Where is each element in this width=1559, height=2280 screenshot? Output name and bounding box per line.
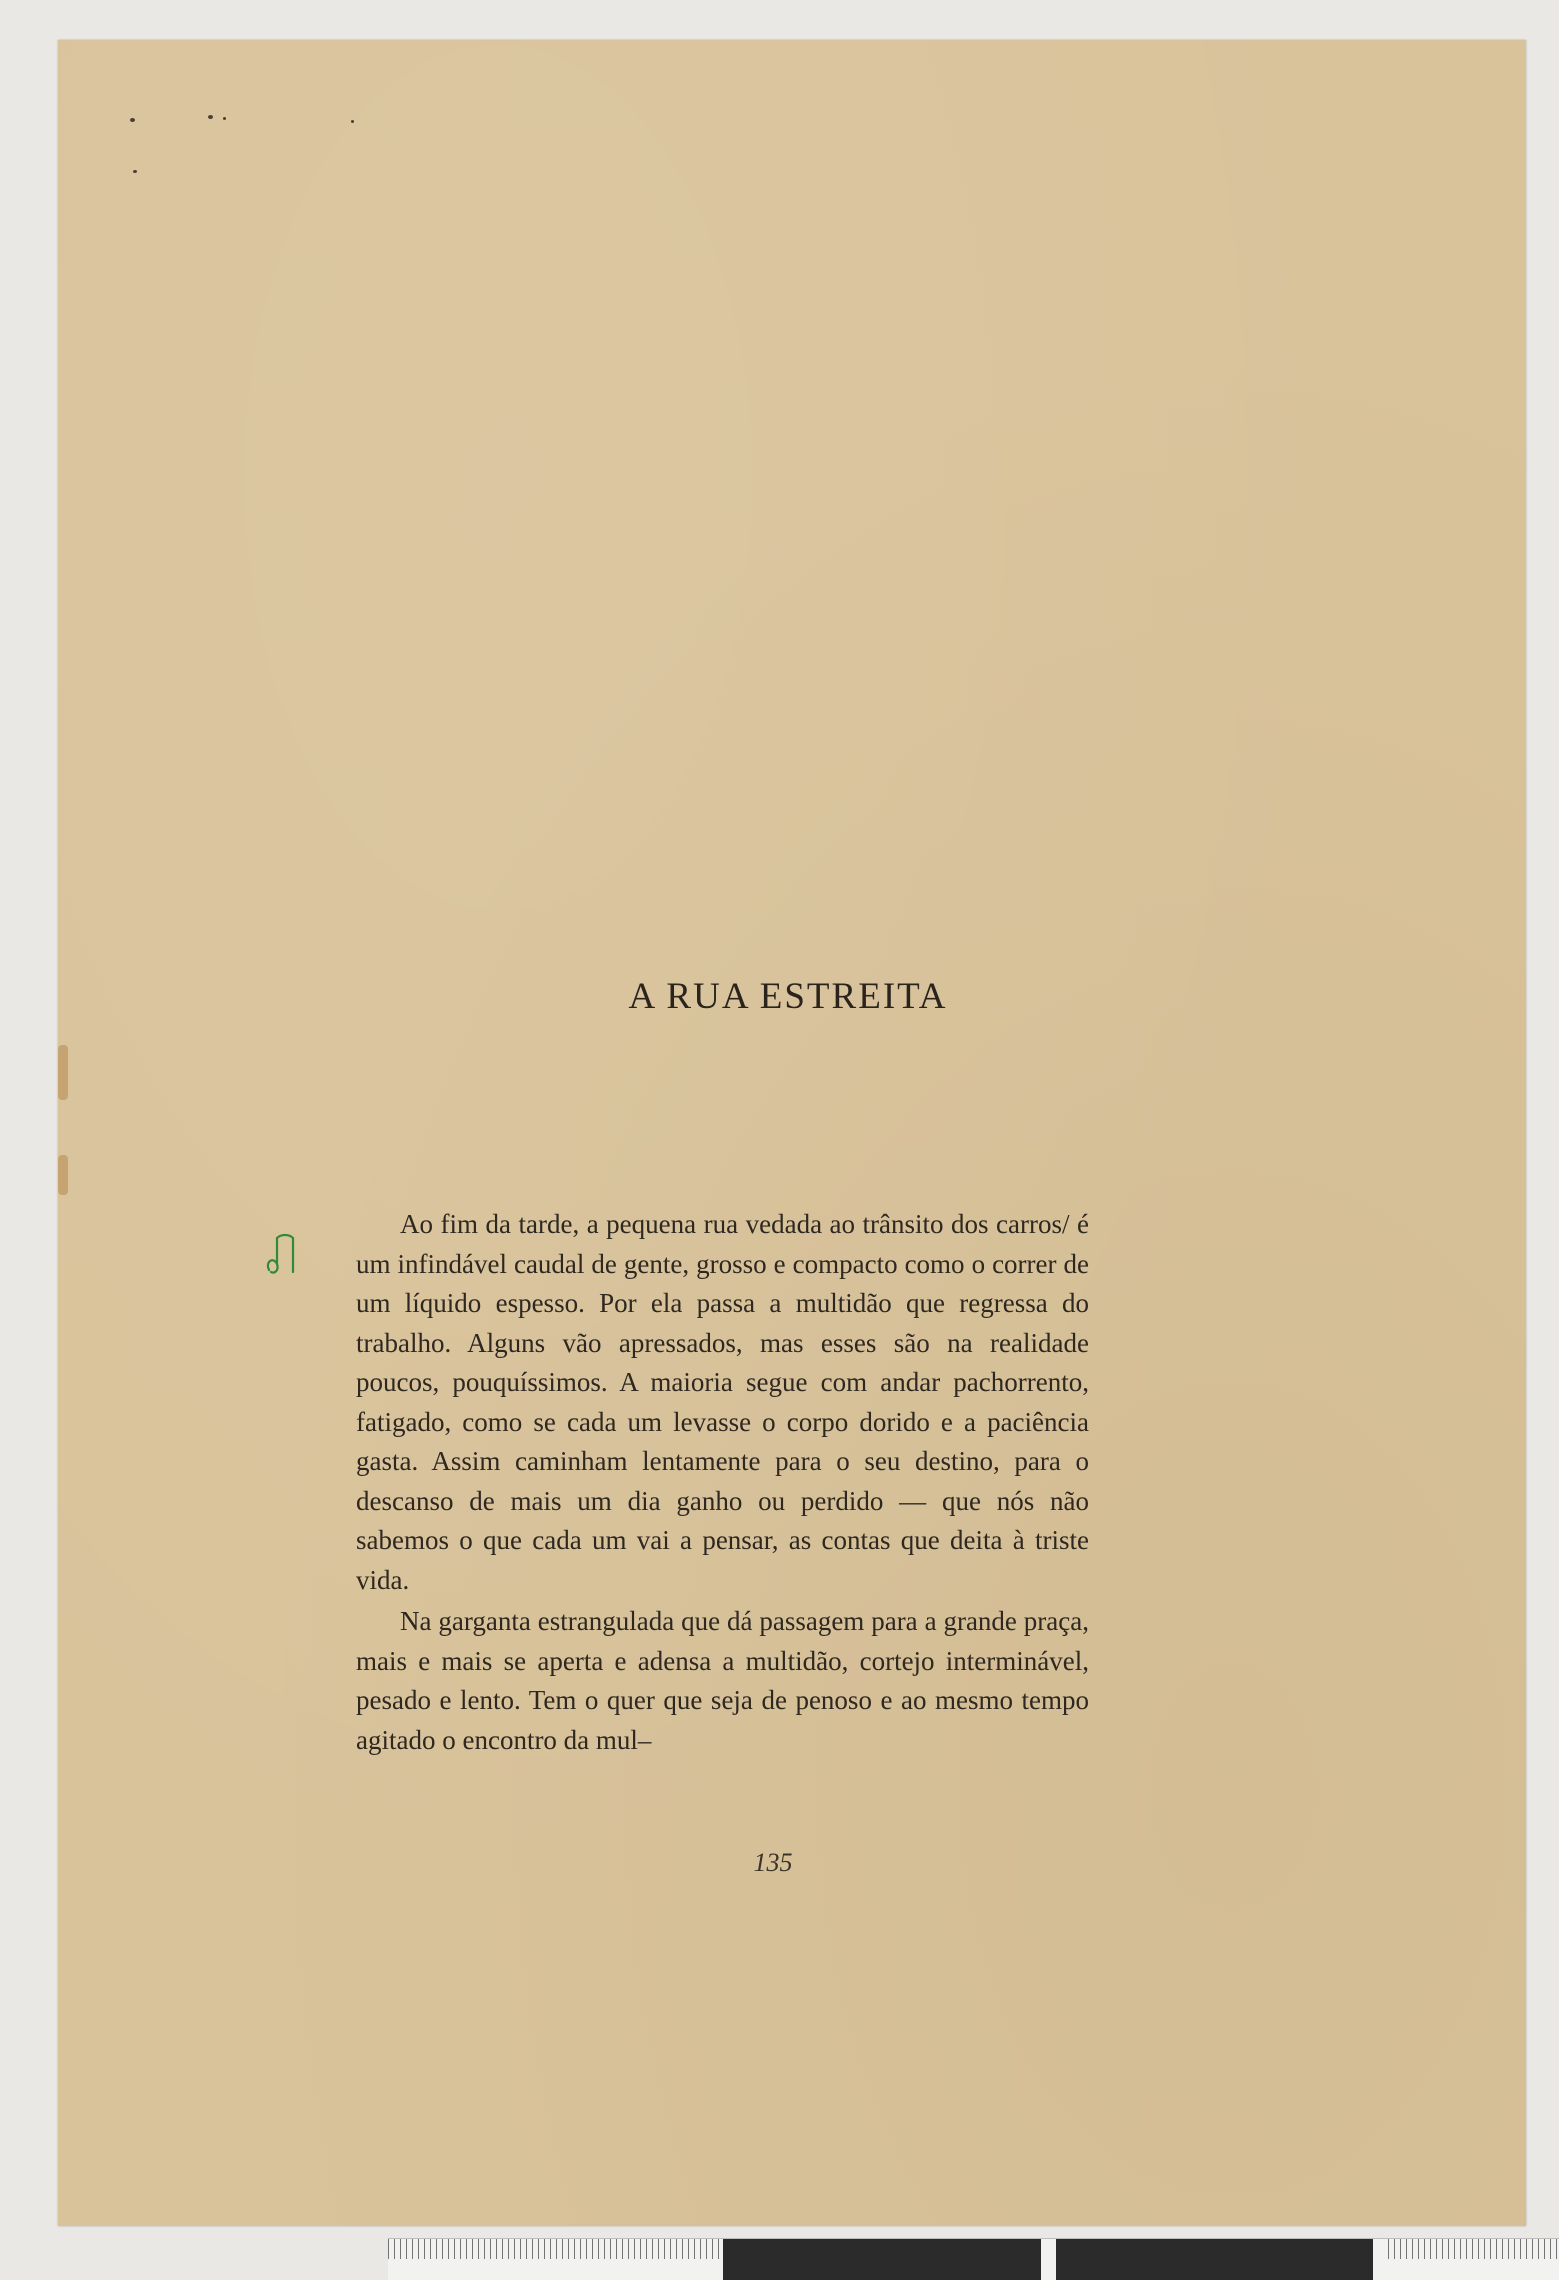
ink-speck	[130, 118, 135, 122]
ruler-black-block	[1056, 2239, 1373, 2280]
ink-speck	[133, 170, 137, 173]
paragraph: Na garganta estrangulada que dá passagem para a grande praça, mais e mais se aperta e adensa a multidão, cortejo interminável, pesado e lento. Tem o quer que seja de penoso e ao mesmo tempo agitado o encontro da mul–	[356, 1606, 1089, 1755]
ruler-black-block	[723, 2239, 1041, 2280]
ink-speck	[351, 120, 354, 123]
document-page	[58, 40, 1526, 2226]
scale-ruler	[388, 2238, 1559, 2280]
paragraph: Ao fim da tarde, a pequena rua vedada ao trânsito dos carros/ é um infindável caudal de gente, grosso e compacto como o correr de um líquido espesso. Por ela passa a multidão que regressa do trabalho. Alguns vão apressados, mas esses são na realidade poucos, pouquíssimos. A maioria segue com andar pachorrento, fatigado, como se cada um levasse o corpo dorido e a paciência gasta. Assim caminham lentamente para o seu destino, para o descanso de mais um dia ganho ou perdido — que nós não sabemos o que cada um vai a pensar, as contas que deita à triste vida.	[356, 1209, 1089, 1595]
page-title: A RUA ESTREITA	[628, 976, 948, 1017]
handwritten-margin-mark-icon	[263, 1230, 303, 1280]
page-number: 135	[753, 1848, 793, 1877]
edge-stain	[58, 1045, 68, 1100]
body-text	[356, 1205, 1089, 1760]
ink-speck	[223, 117, 226, 120]
ink-speck	[208, 115, 213, 119]
ruler-ticks	[1388, 2239, 1559, 2259]
edge-stain	[58, 1155, 68, 1195]
ruler-ticks	[388, 2239, 728, 2259]
